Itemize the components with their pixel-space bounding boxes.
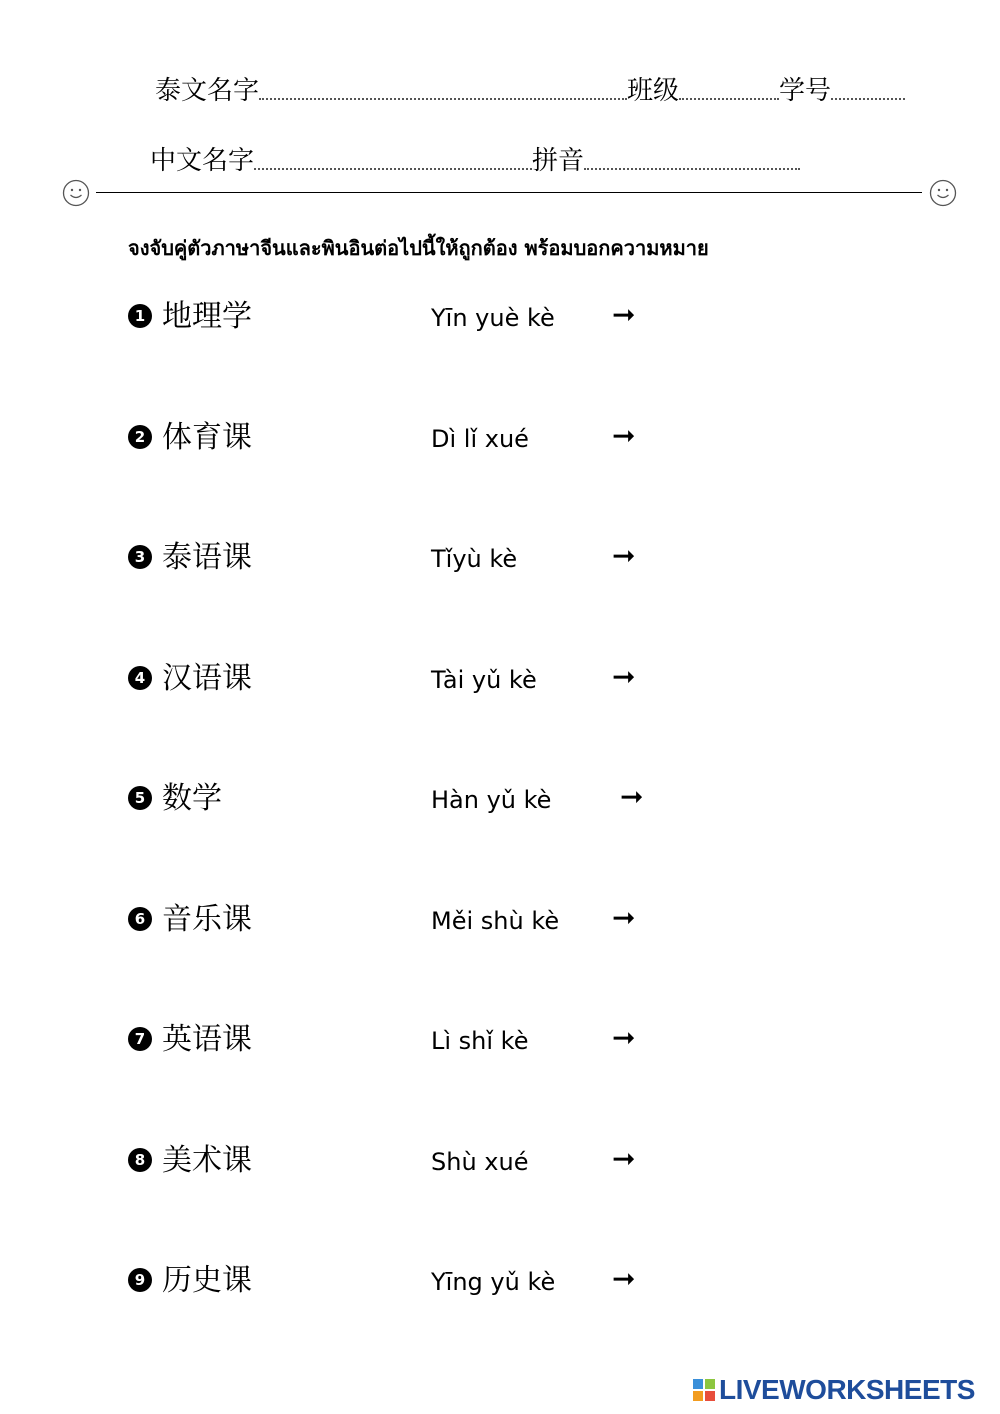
item-number: 6: [128, 907, 152, 931]
item-hanzi: 泰语课: [162, 540, 252, 575]
item-number: 2: [128, 425, 152, 449]
logo-square: [693, 1391, 703, 1401]
item-hanzi: 地理学: [162, 299, 252, 334]
match-item: [128, 296, 688, 340]
item-hanzi: 美术课: [162, 1143, 252, 1178]
item-hanzi: 汉语课: [162, 661, 252, 696]
item-pinyin: Měi shù kè: [431, 907, 560, 935]
pinyin-label: 拼音: [532, 146, 585, 176]
item-hanzi: 英语课: [162, 1022, 252, 1057]
thai-name-field[interactable]: [259, 98, 627, 100]
item-pinyin: Yīng yǔ kè: [431, 1268, 556, 1296]
logo-text: LIVEWORKSHEETS: [719, 1374, 975, 1405]
item-pinyin: Yīn yuè kè: [431, 304, 555, 332]
item-hanzi: 数学: [162, 781, 222, 816]
match-item: [128, 1140, 688, 1184]
item-pinyin: Shù xué: [431, 1148, 529, 1176]
instruction-text: จงจับคู่ตัวภาษาจีนและพินอินต่อไปนี้ให้ถูกต้อง พร้อมบอกความหมาย: [128, 236, 709, 260]
item-hanzi: 历史课: [162, 1263, 252, 1298]
item-number: 7: [128, 1027, 152, 1051]
logo-square: [705, 1379, 715, 1389]
header-divider: [96, 192, 922, 193]
arrow-icon: ➞: [620, 780, 644, 813]
match-item: [128, 1260, 688, 1304]
arrow-icon: ➞: [612, 1262, 636, 1295]
match-item: [128, 778, 688, 822]
smiley-icon: [929, 179, 957, 207]
item-hanzi: 体育课: [162, 420, 252, 455]
logo-square: [705, 1391, 715, 1401]
match-item: [128, 417, 688, 461]
arrow-icon: ➞: [612, 539, 636, 572]
item-number: 5: [128, 786, 152, 810]
student-no-field[interactable]: [831, 98, 905, 100]
item-number: 4: [128, 666, 152, 690]
arrow-icon: ➞: [612, 1142, 636, 1175]
student-no-label: 学号: [779, 76, 832, 106]
arrow-icon: ➞: [612, 660, 636, 693]
thai-name-label: 泰文名字: [155, 76, 260, 106]
match-item: [128, 1019, 688, 1063]
class-field[interactable]: [679, 98, 779, 100]
item-pinyin: Dì lǐ xué: [431, 425, 529, 453]
item-number: 1: [128, 304, 152, 328]
arrow-icon: ➞: [612, 1021, 636, 1054]
header-row-2: [150, 146, 800, 176]
match-item: [128, 537, 688, 581]
item-pinyin: Hàn yǔ kè: [431, 786, 552, 814]
logo-mark-icon: [693, 1379, 715, 1401]
match-item: [128, 899, 688, 943]
class-label: 班级: [627, 76, 680, 106]
item-pinyin: Lì shǐ kè: [431, 1027, 529, 1055]
chinese-name-label: 中文名字: [150, 146, 255, 176]
header-row-1: [155, 76, 905, 106]
item-number: 8: [128, 1148, 152, 1172]
liveworksheets-logo[interactable]: [693, 1374, 975, 1406]
item-pinyin: Tài yǔ kè: [431, 666, 537, 694]
item-number: 3: [128, 545, 152, 569]
arrow-icon: ➞: [612, 901, 636, 934]
item-pinyin: Tǐyù kè: [431, 545, 518, 573]
match-item: [128, 658, 688, 702]
logo-square: [693, 1379, 703, 1389]
smiley-icon: [62, 179, 90, 207]
chinese-name-field[interactable]: [254, 168, 532, 170]
arrow-icon: ➞: [612, 298, 636, 331]
arrow-icon: ➞: [612, 419, 636, 452]
pinyin-field[interactable]: [584, 168, 800, 170]
item-number: 9: [128, 1268, 152, 1292]
item-hanzi: 音乐课: [162, 902, 252, 937]
